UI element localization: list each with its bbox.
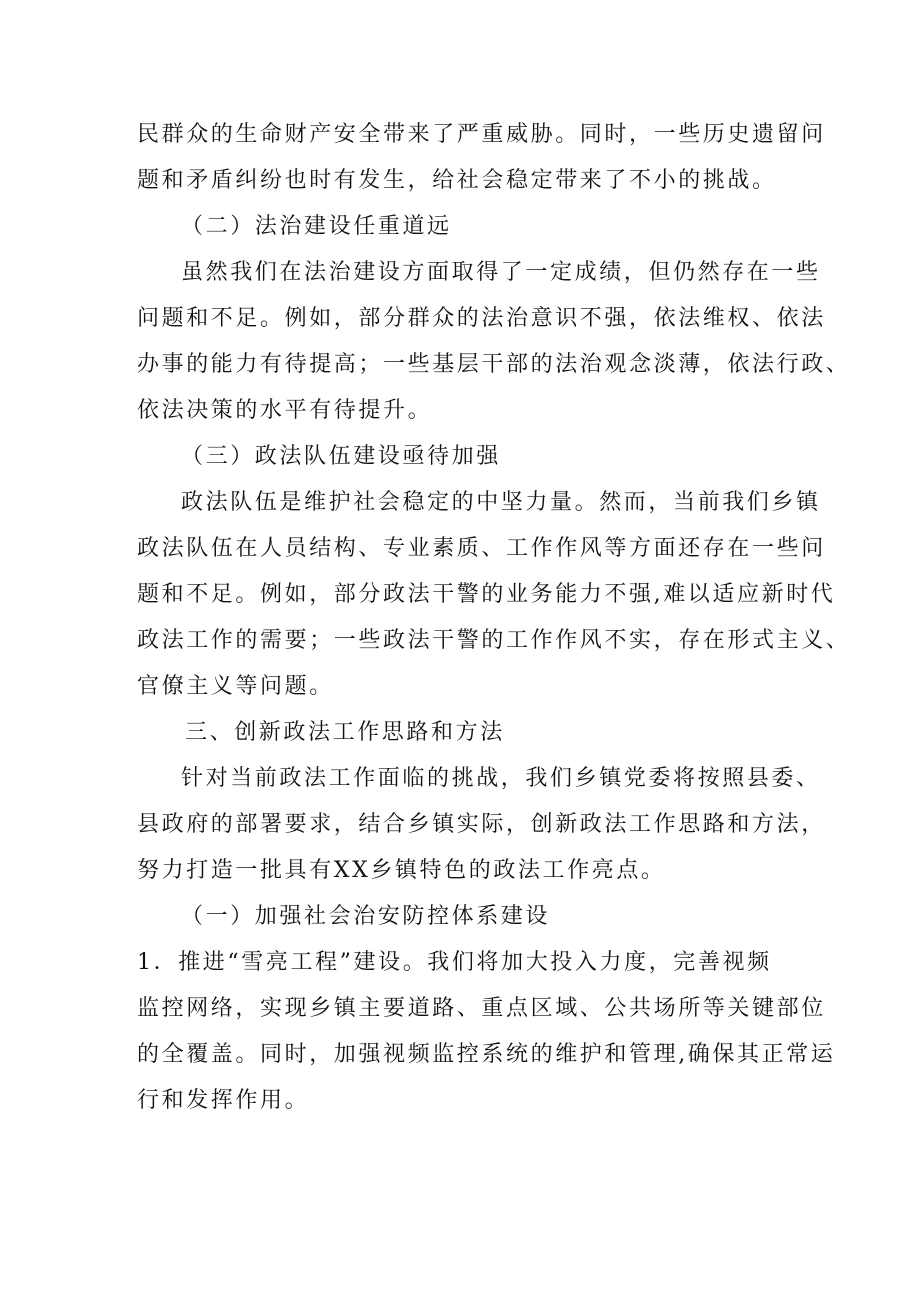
body-line: 政法工作的需要；一些政法干警的工作作风不实，存在形式主义、 xyxy=(137,628,851,653)
body-line: 问题和不足。例如，部分群众的法治意识不强，依法维权、依法 xyxy=(137,306,826,331)
body-line: 依法决策的水平有待提升。 xyxy=(137,398,433,423)
numbered-item-line: 1．推进“雪亮工程”建设。我们将加大投入力度，完善视频 xyxy=(137,950,772,975)
body-line: 努力打造一批具有XX乡镇特色的政法工作亮点。 xyxy=(137,858,666,883)
subheading-security-system: （一）加强社会治安防控体系建设 xyxy=(181,904,551,929)
body-line: 的全覆盖。同时，加强视频监控系统的维护和管理,确保其正常运 xyxy=(137,1042,836,1067)
body-line: 官僚主义等问题。 xyxy=(137,674,334,699)
body-line: 民群众的生命财产安全带来了严重威胁。同时，一些历史遗留问 xyxy=(137,122,826,147)
body-line: 题和不足。例如，部分政法干警的业务能力不强,难以适应新时代 xyxy=(137,582,836,607)
body-line: 办事的能力有待提高；一些基层干部的法治观念淡薄，依法行政、 xyxy=(137,352,851,377)
body-line: 监控网络，实现乡镇主要道路、重点区域、公共场所等关键部位 xyxy=(137,996,826,1021)
subheading-team-building: （三）政法队伍建设亟待加强 xyxy=(181,444,501,469)
body-line: 行和发挥作用。 xyxy=(137,1088,310,1113)
body-line: 县政府的部署要求，结合乡镇实际，创新政法工作思路和方法， xyxy=(137,812,826,837)
document-body xyxy=(137,112,851,1124)
paragraph-start-line: 政法队伍是维护社会稳定的中坚力量。然而，当前我们乡镇 xyxy=(181,490,821,515)
body-line: 题和矛盾纠纷也时有发生，给社会稳定带来了不小的挑战。 xyxy=(137,168,777,193)
subheading-law-construction: （二）法治建设任重道远 xyxy=(181,214,452,239)
section-heading-innovation: 三、创新政法工作思路和方法 xyxy=(185,720,505,745)
body-line: 政法队伍在人员结构、专业素质、工作作风等方面还存在一些问 xyxy=(137,536,826,561)
paragraph-start-line: 虽然我们在法治建设方面取得了一定成绩，但仍然存在一些 xyxy=(181,260,821,285)
paragraph-start-line: 针对当前政法工作面临的挑战，我们乡镇党委将按照县委、 xyxy=(181,766,821,791)
